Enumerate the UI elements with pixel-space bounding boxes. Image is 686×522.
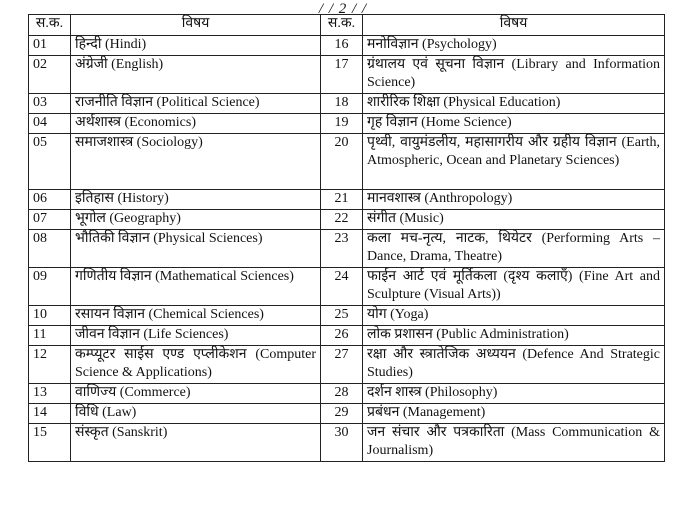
subject-code-left: 08	[29, 230, 71, 268]
subject-code-right: 20	[321, 134, 363, 190]
subject-code-right: 23	[321, 230, 363, 268]
subject-code-left: 06	[29, 190, 71, 210]
table-row	[29, 190, 665, 210]
subject-code-right: 16	[321, 36, 363, 56]
subject-name-right: संगीत (Music)	[363, 210, 665, 230]
subject-code-right: 22	[321, 210, 363, 230]
subject-code-right: 29	[321, 404, 363, 424]
subject-name-right: पृथ्वी, वायुमंडलीय, महासागरीय और ग्रहीय विज्ञान (Earth, Atmospheric, Ocean and Planetary Sciences)	[363, 134, 665, 190]
subject-code-right: 24	[321, 268, 363, 306]
subject-code-left: 09	[29, 268, 71, 306]
subject-name-right: मानवशास्त्र (Anthropology)	[363, 190, 665, 210]
subject-code-left: 05	[29, 134, 71, 190]
table-row	[29, 384, 665, 404]
subject-code-right: 18	[321, 94, 363, 114]
subject-name-left: अंग्रेजी (English)	[71, 56, 321, 94]
subject-name-left: राजनीति विज्ञान (Political Science)	[71, 94, 321, 114]
table-row	[29, 268, 665, 306]
subject-code-right: 30	[321, 424, 363, 462]
subject-code-left: 12	[29, 346, 71, 384]
subject-name-left: जीवन विज्ञान (Life Sciences)	[71, 326, 321, 346]
header-subject-left: विषय	[71, 15, 321, 36]
subject-code-right: 19	[321, 114, 363, 134]
table-row	[29, 230, 665, 268]
subject-code-right: 26	[321, 326, 363, 346]
subject-name-right: जन संचार और पत्रकारिता (Mass Communication & Journalism)	[363, 424, 665, 462]
table-row	[29, 306, 665, 326]
subject-code-left: 01	[29, 36, 71, 56]
subject-name-left: हिन्दी (Hindi)	[71, 36, 321, 56]
header-code-left: स.क.	[29, 15, 71, 36]
subject-code-left: 02	[29, 56, 71, 94]
table-row	[29, 134, 665, 190]
subject-name-left: संस्कृत (Sanskrit)	[71, 424, 321, 462]
subject-code-left: 04	[29, 114, 71, 134]
table-row	[29, 56, 665, 94]
subject-code-right: 27	[321, 346, 363, 384]
subject-code-left: 11	[29, 326, 71, 346]
subject-name-left: वाणिज्य (Commerce)	[71, 384, 321, 404]
subject-name-right: दर्शन शास्त्र (Philosophy)	[363, 384, 665, 404]
subject-name-right: फाईन आर्ट एवं मूर्तिकला (दृश्य कलाएँ) (Fine Art and Sculpture (Visual Arts))	[363, 268, 665, 306]
page-number: / / 2 / /	[318, 1, 368, 17]
subject-code-left: 10	[29, 306, 71, 326]
subject-name-right: शारीरिक शिक्षा (Physical Education)	[363, 94, 665, 114]
subject-name-right: लोक प्रशासन (Public Administration)	[363, 326, 665, 346]
subject-code-right: 28	[321, 384, 363, 404]
subject-code-left: 13	[29, 384, 71, 404]
table-body	[29, 36, 665, 462]
subject-name-right: कला मच-नृत्य, नाटक, थियेटर (Performing Arts – Dance, Drama, Theatre)	[363, 230, 665, 268]
subject-code-right: 21	[321, 190, 363, 210]
subject-name-left: इतिहास (History)	[71, 190, 321, 210]
table-header-row	[29, 15, 665, 36]
subject-name-left: विधि (Law)	[71, 404, 321, 424]
subject-code-left: 03	[29, 94, 71, 114]
subject-name-right: मनोविज्ञान (Psychology)	[363, 36, 665, 56]
subject-name-left: भौतिकी विज्ञान (Physical Sciences)	[71, 230, 321, 268]
subject-name-right: ग्रंथालय एवं सूचना विज्ञान (Library and Information Science)	[363, 56, 665, 94]
table-row	[29, 210, 665, 230]
subject-name-right: गृह विज्ञान (Home Science)	[363, 114, 665, 134]
subject-code-left: 15	[29, 424, 71, 462]
header-code-right: स.क.	[321, 15, 363, 36]
subject-name-left: अर्थशास्त्र (Economics)	[71, 114, 321, 134]
subject-table	[28, 14, 665, 462]
subject-name-left: समाजशास्त्र (Sociology)	[71, 134, 321, 190]
table-row	[29, 36, 665, 56]
table-row	[29, 424, 665, 462]
table-row	[29, 94, 665, 114]
subject-code-left: 07	[29, 210, 71, 230]
table-row	[29, 346, 665, 384]
subject-name-left: रसायन विज्ञान (Chemical Sciences)	[71, 306, 321, 326]
subject-code-left: 14	[29, 404, 71, 424]
subject-name-left: गणितीय विज्ञान (Mathematical Sciences)	[71, 268, 321, 306]
table-row	[29, 326, 665, 346]
subject-name-left: कम्प्यूटर साईस एण्ड एप्लीकेशन (Computer Science & Applications)	[71, 346, 321, 384]
table-row	[29, 404, 665, 424]
subject-name-right: प्रबंधन (Management)	[363, 404, 665, 424]
subject-name-right: योग (Yoga)	[363, 306, 665, 326]
table-row	[29, 114, 665, 134]
header-subject-right: विषय	[363, 15, 665, 36]
subject-code-right: 17	[321, 56, 363, 94]
subject-name-right: रक्षा और स्त्रातेजिक अध्ययन (Defence And Strategic Studies)	[363, 346, 665, 384]
subject-name-left: भूगोल (Geography)	[71, 210, 321, 230]
subject-code-right: 25	[321, 306, 363, 326]
